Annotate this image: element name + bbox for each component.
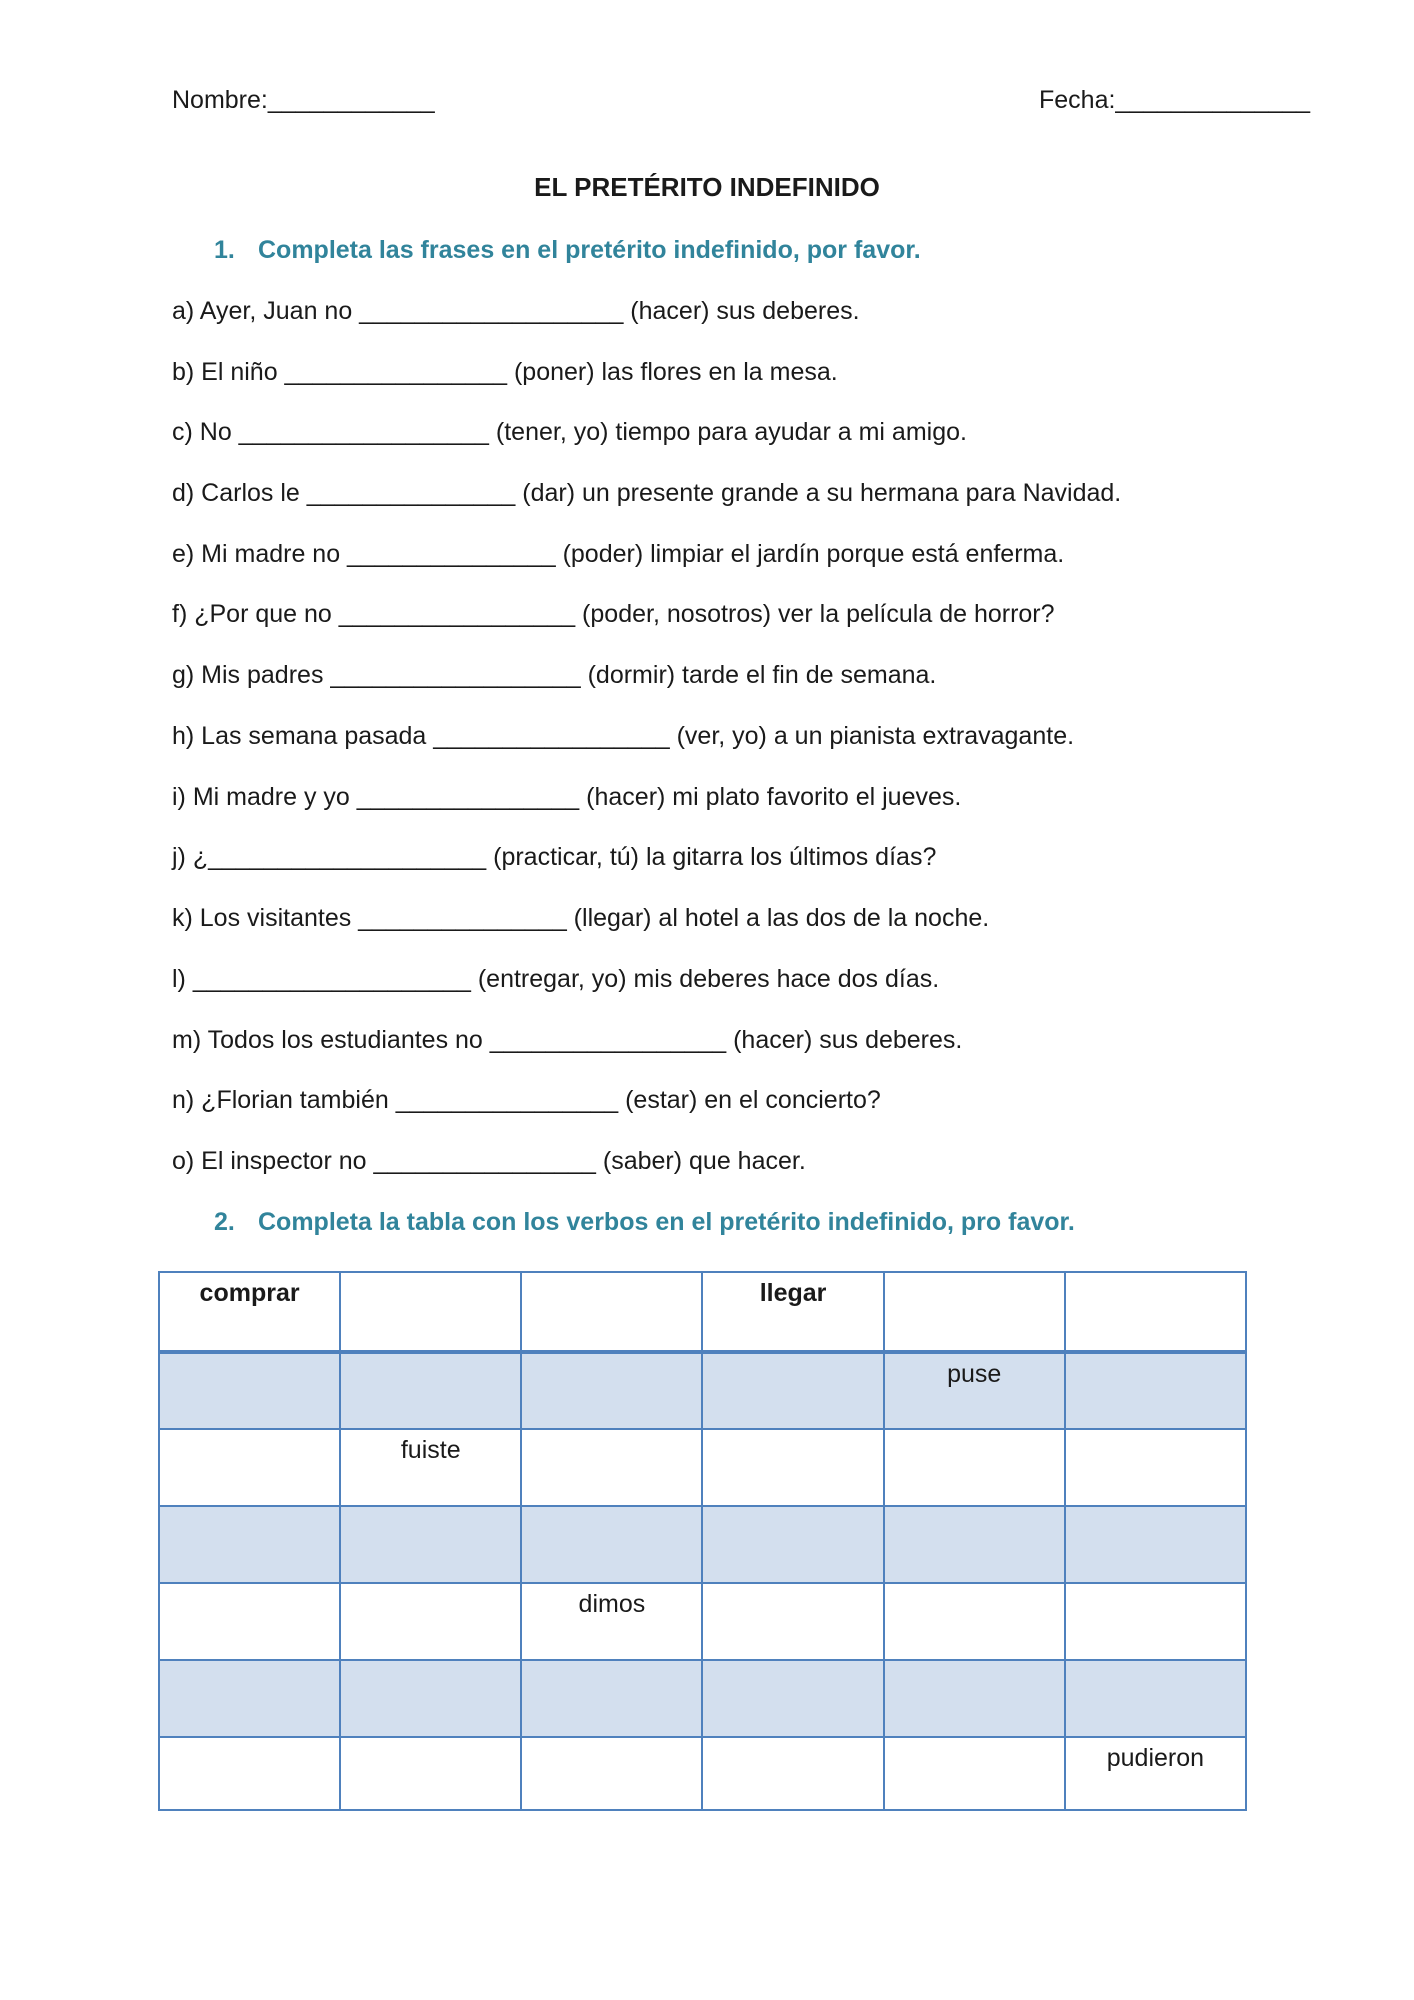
table-cell [702,1737,883,1810]
name-field-label: Nombre:____________ [172,86,435,114]
table-cell [159,1506,340,1583]
table-cell [340,1660,521,1737]
sentence-k: k) Los visitantes _______________ (llegar) al hotel a las dos de la noche. [172,904,990,932]
table-cell [340,1352,521,1429]
table-cell [702,1583,883,1660]
table-header-cell [521,1272,702,1352]
sentence-e: e) Mi madre no _______________ (poder) limpiar el jardín porque está enferma. [172,540,1065,568]
table-cell [1065,1660,1246,1737]
exercise-2-heading [214,1208,1075,1237]
sentence-j: j) ¿____________________ (practicar, tú) la gitarra los últimos días? [172,843,937,871]
table-header-cell [884,1272,1065,1352]
table-row [159,1737,1246,1810]
sentence-i: i) Mi madre y yo ________________ (hacer) mi plato favorito el jueves. [172,783,962,811]
sentence-h: h) Las semana pasada _________________ (ver, yo) a un pianista extravagante. [172,722,1075,750]
exercise-1-instruction: Completa las frases en el pretérito indefinido, por favor. [258,236,921,264]
table-header-row [159,1272,1246,1352]
date-field-label: Fecha:______________ [1039,86,1311,114]
table-row [159,1583,1246,1660]
table-header-cell [340,1272,521,1352]
table-row [159,1506,1246,1583]
sentence-c: c) No __________________ (tener, yo) tiempo para ayudar a mi amigo. [172,418,967,446]
table-cell [159,1660,340,1737]
table-cell [159,1352,340,1429]
table-cell [521,1506,702,1583]
sentence-o: o) El inspector no ________________ (saber) que hacer. [172,1147,806,1175]
table-cell [521,1737,702,1810]
table-cell [521,1352,702,1429]
table-cell: dimos [521,1583,702,1660]
table-cell: pudieron [1065,1737,1246,1810]
conjugation-table [158,1271,1247,1811]
table-row [159,1429,1246,1506]
sentence-d: d) Carlos le _______________ (dar) un presente grande a su hermana para Navidad. [172,479,1122,507]
exercise-1-number: 1. [214,236,235,264]
table-cell [521,1429,702,1506]
sentence-n: n) ¿Florian también ________________ (estar) en el concierto? [172,1086,881,1114]
table-cell [340,1737,521,1810]
table-cell [884,1660,1065,1737]
sentence-b: b) El niño ________________ (poner) las flores en la mesa. [172,358,838,386]
table-cell [884,1737,1065,1810]
table-cell [1065,1583,1246,1660]
table-header-cell [1065,1272,1246,1352]
table-cell [702,1352,883,1429]
table-cell [884,1506,1065,1583]
table-cell: puse [884,1352,1065,1429]
table-cell [340,1583,521,1660]
table-cell [159,1429,340,1506]
table-cell [884,1429,1065,1506]
exercise-2-number: 2. [214,1208,235,1236]
sentence-l: l) ____________________ (entregar, yo) mis deberes hace dos días. [172,965,940,993]
exercise-2-instruction: Completa la tabla con los verbos en el pretérito indefinido, pro favor. [258,1208,1075,1236]
table-cell [159,1583,340,1660]
table-cell [1065,1506,1246,1583]
table-cell [159,1737,340,1810]
table-header-cell: llegar [702,1272,883,1352]
table-cell [340,1506,521,1583]
table-row [159,1352,1246,1429]
table-row [159,1660,1246,1737]
sentence-a: a) Ayer, Juan no ___________________ (hacer) sus deberes. [172,297,860,325]
sentence-f: f) ¿Por que no _________________ (poder, nosotros) ver la película de horror? [172,600,1055,628]
table-cell [702,1429,883,1506]
table-cell [884,1583,1065,1660]
table-cell [702,1506,883,1583]
table-header-cell: comprar [159,1272,340,1352]
table-cell [521,1660,702,1737]
exercise-1-heading [214,236,921,265]
table-cell [702,1660,883,1737]
sentence-m: m) Todos los estudiantes no _________________ (hacer) sus deberes. [172,1026,963,1054]
sentence-g: g) Mis padres __________________ (dormir) tarde el fin de semana. [172,661,937,689]
table-cell [1065,1429,1246,1506]
worksheet-title: EL PRETÉRITO INDEFINIDO [534,172,880,202]
table-cell: fuiste [340,1429,521,1506]
table-cell [1065,1352,1246,1429]
